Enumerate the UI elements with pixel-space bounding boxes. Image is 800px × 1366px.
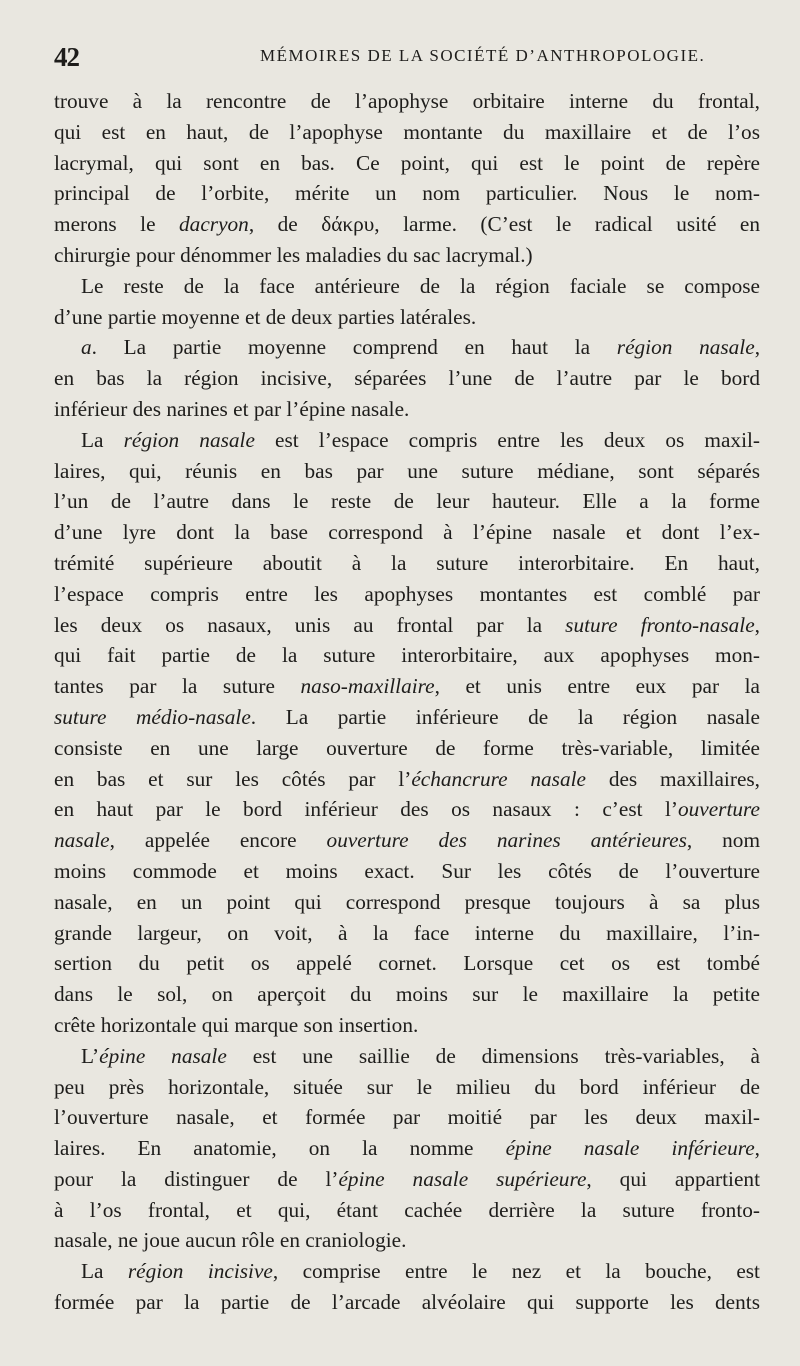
text-line: dans le sol, on aperçoit du moins sur le maxillaire la petite xyxy=(54,982,760,1007)
text-line: grande largeur, on voit, à la face interne du maxillaire, l’in- xyxy=(54,920,760,945)
text-line: La région nasale est l’espace compris entre les deux os maxil- xyxy=(81,427,760,452)
text-line: Le reste de la face antérieure de la région faciale se compose xyxy=(81,273,760,298)
text-line: tantes par la suture naso-maxillaire, et unis entre eux par la xyxy=(54,674,760,699)
text-line: d’une partie moyenne et de deux parties latérales. xyxy=(54,304,477,329)
text-line: en haut par le bord inférieur des os nasaux : c’est l’ouverture xyxy=(54,797,760,822)
text-line: l’espace compris entre les apophyses montantes est comblé par xyxy=(54,581,760,606)
text-line: l’un de l’autre dans le reste de leur hauteur. Elle a la forme xyxy=(54,489,760,514)
text-line: lacrymal, qui sont en bas. Ce point, qui est le point de repère xyxy=(54,150,760,175)
text-line: l’ouverture nasale, et formée par moitié par les deux maxil- xyxy=(54,1105,760,1130)
text-line: nasale, ne joue aucun rôle en craniologie. xyxy=(54,1228,407,1253)
text-line: merons le dacryon, de δάκρυ, larme. (C’est le radical usité en xyxy=(54,212,760,237)
text-line: d’une lyre dont la base correspond à l’épine nasale et dont l’ex- xyxy=(54,520,760,545)
text-line: a. La partie moyenne comprend en haut la région nasale, xyxy=(81,335,760,360)
body-text xyxy=(54,86,760,1318)
text-line: qui fait partie de la suture interorbitaire, aux apophyses mon- xyxy=(54,643,760,668)
text-line: consiste en une large ouverture de forme très-variable, limitée xyxy=(54,735,760,760)
text-line: formée par la partie de l’arcade alvéolaire qui supporte les dents xyxy=(54,1290,760,1315)
text-line: pour la distinguer de l’épine nasale supérieure, qui appartient xyxy=(54,1166,760,1191)
text-line: L’épine nasale est une saillie de dimensions très-variables, à xyxy=(81,1043,760,1068)
text-line: qui est en haut, de l’apophyse montante du maxillaire et de l’os xyxy=(54,119,760,144)
text-line: inférieur des narines et par l’épine nasale. xyxy=(54,396,410,421)
text-line: trémité supérieure aboutit à la suture interorbitaire. En haut, xyxy=(54,550,760,575)
text-line: principal de l’orbite, mérite un nom particulier. Nous le nom- xyxy=(54,181,760,206)
text-line: suture médio-nasale. La partie inférieure de la région nasale xyxy=(54,704,760,729)
text-line: laires, qui, réunis en bas par une suture médiane, sont séparés xyxy=(54,458,760,483)
text-line: à l’os frontal, et qui, étant cachée derrière la suture fronto- xyxy=(54,1197,760,1222)
text-line: chirurgie pour dénommer les maladies du sac lacrymal.) xyxy=(54,242,533,267)
text-line: peu près horizontale, située sur le milieu du bord inférieur de xyxy=(54,1074,760,1099)
running-title: MÉMOIRES DE LA SOCIÉTÉ D’ANTHROPOLOGIE. xyxy=(260,46,706,65)
text-line: nasale, appelée encore ouverture des narines antérieures, nom xyxy=(54,828,760,853)
running-head xyxy=(54,42,760,82)
text-line: laires. En anatomie, on la nomme épine nasale inférieure, xyxy=(54,1136,760,1161)
text-line: trouve à la rencontre de l’apophyse orbitaire interne du frontal, xyxy=(54,89,760,113)
text-line: les deux os nasaux, unis au frontal par la suture fronto-nasale, xyxy=(54,612,760,637)
text-line: moins commode et moins exact. Sur les côtés de l’ouverture xyxy=(54,858,760,883)
text-line: nasale, en un point qui correspond presque toujours à sa plus xyxy=(54,889,760,914)
text-line: sertion du petit os appelé cornet. Lorsque cet os est tombé xyxy=(54,951,760,976)
text-line: crête horizontale qui marque son insertion. xyxy=(54,1012,419,1037)
text-line: en bas la région incisive, séparées l’une de l’autre par le bord xyxy=(54,366,760,391)
text-line: en bas et sur les côtés par l’échancrure nasale des maxillaires, xyxy=(54,766,760,791)
text-line: La région incisive, comprise entre le nez et la bouche, est xyxy=(81,1259,760,1284)
page-number: 42 xyxy=(54,42,79,72)
